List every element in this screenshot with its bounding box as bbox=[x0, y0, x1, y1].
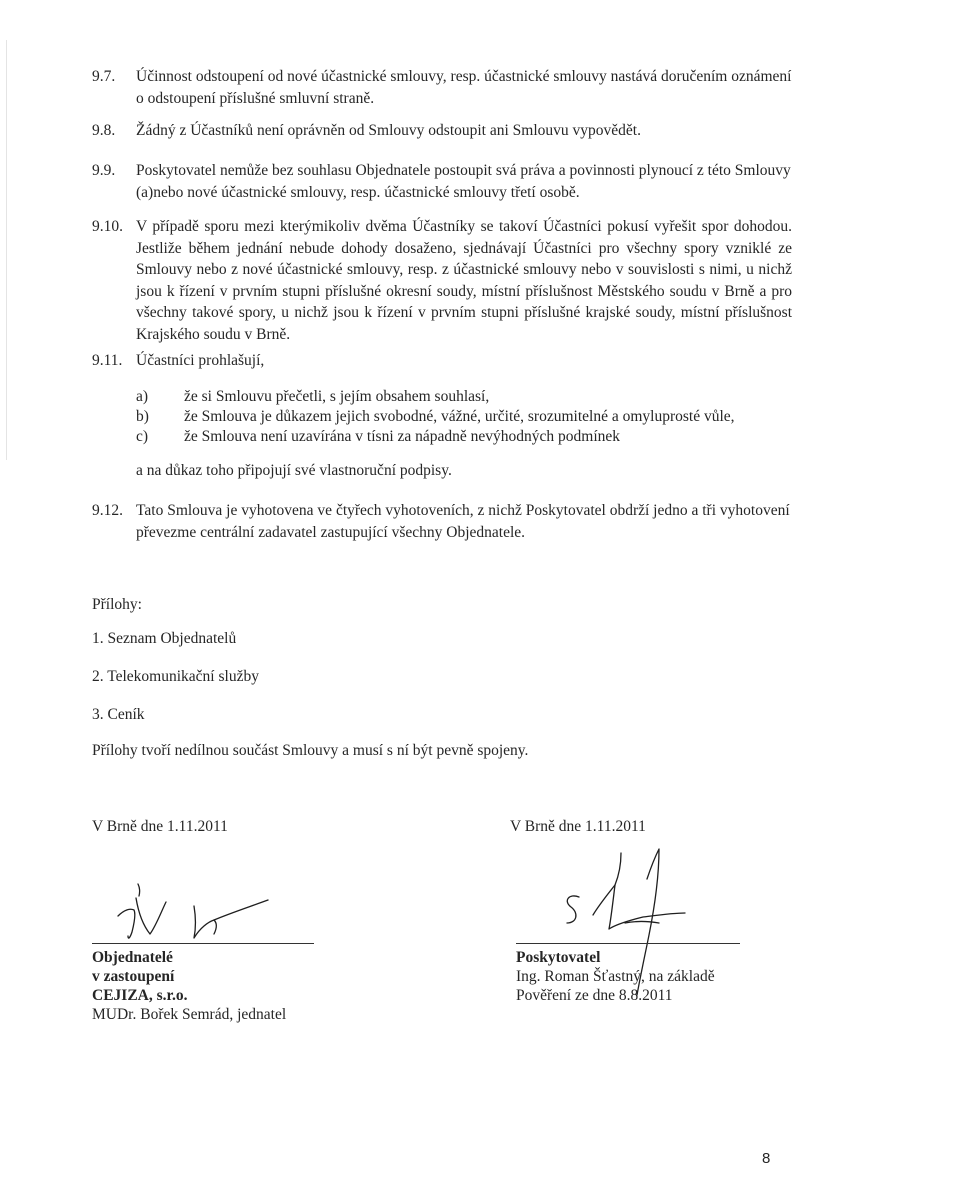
signatory-representation: v zastoupení bbox=[92, 968, 175, 985]
clause-9-7 bbox=[92, 66, 792, 109]
clause-text: V případě sporu mezi kterýmikoliv dvěma Účastníky se takoví Účastníci pokusí vyřešit spor dohodou. Jestliže během jednání nebude dohody dosaženo, sjednávají Účastníci pro všechny spory vzniklé ze Smlouvy nebo z nové účastnické smlouvy, resp. z účastnické smlouvy nebo v souvislosti s nimi, u nichž jsou k řízení v prvním stupni příslušné okresní soudy, místní příslušnost Městského soudu v Brně a pro všechny takové spory, u nichž jsou k řízení v prvním stupni příslušné krajské soudy, místní příslušnost Krajského soudu v Brně. bbox=[136, 218, 792, 343]
clause-number: 9.9. bbox=[92, 162, 116, 179]
left-signature-block bbox=[92, 948, 286, 1024]
left-handwritten-signature bbox=[110, 880, 280, 950]
clause-number: 9.11. bbox=[92, 352, 123, 369]
attachments-heading: Přílohy: bbox=[92, 596, 142, 613]
signatory-person: Ing. Roman Šťastný, na základě bbox=[516, 968, 715, 985]
clause-number: 9.7. bbox=[92, 68, 116, 85]
scan-edge bbox=[6, 40, 7, 460]
signatory-role: Poskytovatel bbox=[516, 949, 601, 966]
right-signature-block bbox=[516, 948, 715, 1005]
clause-number: 9.10. bbox=[92, 218, 123, 235]
attachment-item: 3. Ceník bbox=[92, 706, 145, 723]
declaration-item bbox=[136, 426, 620, 447]
clause-9-10 bbox=[92, 216, 792, 345]
attachment-item: 2. Telekomunikační služby bbox=[92, 668, 259, 685]
signatory-authorization: Pověření ze dne 8.8.2011 bbox=[516, 987, 673, 1004]
clause-9-12 bbox=[92, 500, 792, 543]
attachment-item: 1. Seznam Objednatelů bbox=[92, 630, 237, 647]
declaration-text: že Smlouva není uzavírána v tísni za nápadně nevýhodných podmínek bbox=[184, 428, 621, 445]
signatory-company: CEJIZA, s.r.o. bbox=[92, 987, 188, 1004]
clause-9-8 bbox=[92, 120, 792, 142]
clause-text: Tato Smlouva je vyhotovena ve čtyřech vyhotoveních, z nichž Poskytovatel obdrží jedno a tři vyhotovení převezme centrální zadavatel zastupující všechny Objednatele. bbox=[136, 502, 790, 541]
declaration-text: že si Smlouvu přečetli, s jejím obsahem souhlasí, bbox=[184, 388, 490, 405]
declaration-label: c) bbox=[136, 428, 149, 445]
clause-text: Žádný z Účastníků není oprávněn od Smlouvy odstoupit ani Smlouvu vypovědět. bbox=[136, 122, 641, 139]
right-signature-line bbox=[516, 943, 740, 944]
attachments-note: Přílohy tvoří nedílnou součást Smlouvy a musí s ní být pevně spojeny. bbox=[92, 742, 529, 759]
declaration-text: že Smlouva je důkazem jejich svobodné, vážné, určité, srozumitelné a omyluprosté vůle, bbox=[184, 408, 735, 425]
declaration-label: a) bbox=[136, 388, 149, 405]
declaration-item bbox=[136, 386, 489, 407]
clause-number: 9.12. bbox=[92, 502, 123, 519]
signatory-person: MUDr. Bořek Semrád, jednatel bbox=[92, 1006, 287, 1023]
clause-9-9 bbox=[92, 160, 792, 203]
declaration-label: b) bbox=[136, 408, 149, 425]
clause-text: Účinnost odstoupení od nové účastnické smlouvy, resp. účastnické smlouvy nastává doručením oznámení o odstoupení příslušné smluvní straně. bbox=[136, 68, 792, 107]
clause-9-11 bbox=[92, 350, 792, 372]
clause-number: 9.8. bbox=[92, 122, 116, 139]
right-place-date: V Brně dne 1.11.2011 bbox=[510, 818, 646, 835]
left-place-date: V Brně dne 1.11.2011 bbox=[92, 818, 228, 835]
clause-text: Účastníci prohlašují, bbox=[136, 352, 265, 369]
clause-text: Poskytovatel nemůže bez souhlasu Objednatele postoupit svá práva a povinnosti plynoucí z této Smlouvy (a)nebo nové účastnické smlouvy, resp. účastnické smlouvy třetí osobě. bbox=[136, 162, 791, 201]
declarations-closing: a na důkaz toho připojují své vlastnoruční podpisy. bbox=[136, 462, 452, 479]
page-number: 8 bbox=[762, 1150, 771, 1167]
left-signature-line bbox=[92, 943, 314, 944]
declaration-item bbox=[136, 406, 735, 427]
signatory-role: Objednatelé bbox=[92, 949, 173, 966]
